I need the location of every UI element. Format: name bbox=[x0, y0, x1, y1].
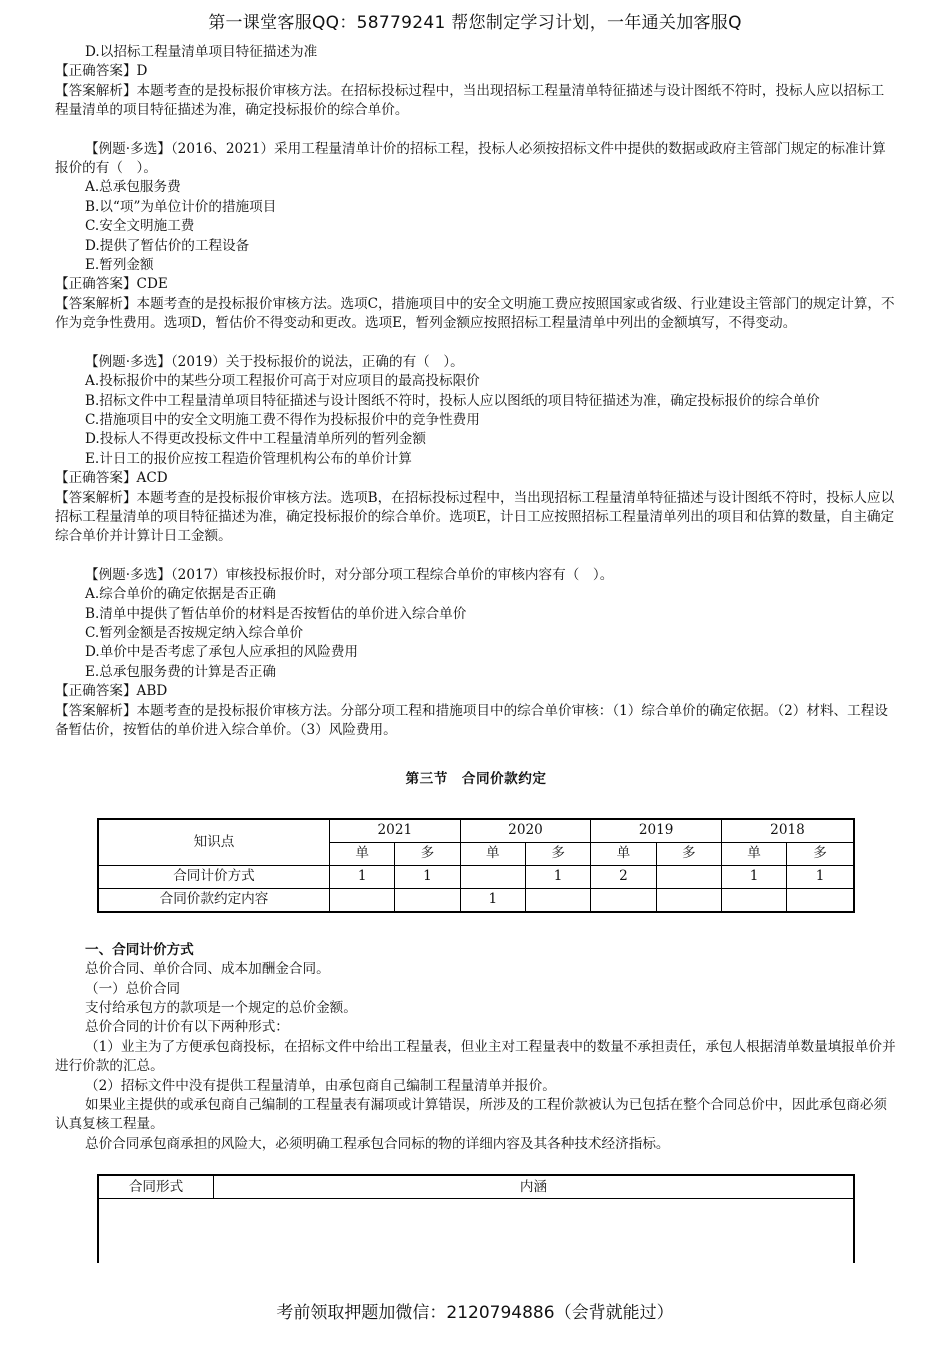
page-footer: 考前领取押题加微信：2120794886（会背就能过） bbox=[276, 1303, 674, 1323]
sub-header: 单 bbox=[330, 842, 395, 865]
sub-header: 多 bbox=[395, 842, 460, 865]
table-row bbox=[98, 865, 854, 888]
table-cell bbox=[787, 888, 854, 912]
q1-option: C.安全文明施工费 bbox=[85, 218, 195, 235]
q2-stem: 【例题·多选】（2019）关于投标报价的说法，正确的有（ ）。 bbox=[85, 353, 464, 370]
part1-line: 总价合同的计价有以下两种形式： bbox=[85, 1019, 289, 1036]
q3-option: A.综合单价的确定依据是否正确 bbox=[85, 586, 276, 603]
sub-header: 单 bbox=[591, 842, 656, 865]
sub-header: 单 bbox=[721, 842, 786, 865]
sub-header: 单 bbox=[460, 842, 525, 865]
q1-stem: 【例题·多选】（2016、2021）采用工程量清单计价的招标工程，投标人必须按招标文件中提供的数据或政府主管部门规定的标准计算报价的有（ ）。 bbox=[55, 140, 886, 177]
q3-option: E.总承包服务费的计算是否正确 bbox=[85, 663, 276, 680]
table-corner: 知识点 bbox=[98, 819, 330, 866]
table-cell: 1 bbox=[525, 865, 590, 888]
table-row bbox=[98, 888, 854, 912]
part1-line: 如果业主提供的或承包商自己编制的工程量表有漏项或计算错误，所涉及的工程价款被认为已包括在整个合同总价中，因此承包商必须认真复核工程量。 bbox=[55, 1097, 888, 1133]
part1-line: 支付给承包方的款项是一个规定的总价金额。 bbox=[85, 1000, 357, 1017]
q3-analysis: 【答案解析】本题考查的是投标报价审核方法。分部分项工程和措施项目中的综合单价审核：（1）综合单价的确定依据。（2）材料、工程设备暂估价，按暂估的单价进入综合单价。（3）风险费用。 bbox=[55, 702, 888, 738]
q2-option: D.投标人不得更改投标文件中工程量清单所列的暂列金额 bbox=[85, 431, 426, 448]
q3-answer: 【正确答案】ABD bbox=[55, 683, 168, 700]
q1-option: E.暂列金额 bbox=[85, 257, 154, 274]
q1-option: B.以“项”为单位计价的措施项目 bbox=[85, 198, 277, 215]
page-header: 第一课堂客服QQ：58779241 帮您制定学习计划，一年通关加客服Q bbox=[208, 13, 742, 33]
contract-forms-table bbox=[97, 1174, 855, 1263]
q1-option: A.总承包服务费 bbox=[85, 179, 181, 196]
col-header-form: 合同形式 bbox=[98, 1175, 214, 1199]
table-cell bbox=[330, 888, 395, 912]
q2-option: C.措施项目中的安全文明施工费不得作为投标报价中的竞争性费用 bbox=[85, 411, 480, 428]
q2-option: B.招标文件中工程量清单项目特征描述与设计图纸不符时，投标人应以图纸的项目特征描述为准，确定投标报价的综合单价 bbox=[85, 392, 820, 409]
q2-answer: 【正确答案】ACD bbox=[55, 470, 168, 487]
q2-analysis: 【答案解析】本题考查的是投标报价审核方法。选项B，在招标投标过程中，当出现招标工程量清单特征描述与设计图纸不符时，投标人应以招标工程量清单的项目特征描述为准，确定投标报价的综合单价。选项E，计日工应按照招标工程量清单列出的项目和估算的数量，自主确定综合单价并计算计日工金额。 bbox=[55, 489, 895, 545]
document-body bbox=[55, 43, 897, 1263]
part1-heading: 一、合同计价方式 bbox=[85, 941, 194, 958]
row-label: 合同计价方式 bbox=[98, 865, 330, 888]
table-cell: 1 bbox=[330, 865, 395, 888]
q1-answer: 【正确答案】CDE bbox=[55, 276, 168, 293]
table-cell: 1 bbox=[395, 865, 460, 888]
part1-line: （2）招标文件中没有提供工程量清单，由承包商自己编制工程量清单并报价。 bbox=[85, 1077, 556, 1094]
q0-analysis: 【答案解析】本题考查的是投标报价审核方法。在招标投标过程中，当出现招标工程量清单特征描述与设计图纸不符时，投标人应以招标工程量清单的项目特征描述为准，确定投标报价的综合单价。 bbox=[55, 82, 885, 119]
year-header: 2021 bbox=[330, 819, 461, 843]
table-cell: 1 bbox=[460, 888, 525, 912]
part1-line: 总价合同承包商承担的风险大，必须明确工程承包合同标的物的详细内容及其各种技术经济指标。 bbox=[85, 1135, 670, 1152]
part1-line: （一）总价合同 bbox=[85, 980, 181, 997]
table-body-empty bbox=[98, 1199, 854, 1264]
col-header-meaning: 内涵 bbox=[214, 1175, 855, 1199]
year-header: 2019 bbox=[591, 819, 722, 843]
year-header: 2020 bbox=[460, 819, 591, 843]
part1-line: 总价合同、单价合同、成本加酬金合同。 bbox=[85, 961, 330, 978]
sub-header: 多 bbox=[525, 842, 590, 865]
table-cell bbox=[525, 888, 590, 912]
q3-option: D.单价中是否考虑了承包人应承担的风险费用 bbox=[85, 644, 359, 661]
year-header: 2018 bbox=[721, 819, 854, 843]
table-cell: 1 bbox=[787, 865, 854, 888]
q3-option: C.暂列金额是否按规定纳入综合单价 bbox=[85, 624, 304, 641]
table-cell bbox=[460, 865, 525, 888]
table-cell bbox=[656, 888, 721, 912]
table-cell bbox=[591, 888, 656, 912]
q2-option: A.投标报价中的某些分项工程报价可高于对应项目的最高投标限价 bbox=[85, 373, 480, 390]
table-cell bbox=[395, 888, 460, 912]
table-cell bbox=[721, 888, 786, 912]
q0-option-d: D.以招标工程量清单项目特征描述为准 bbox=[85, 44, 318, 60]
table-cell bbox=[656, 865, 721, 888]
table-cell: 1 bbox=[721, 865, 786, 888]
section-title: 第三节 合同价款约定 bbox=[405, 771, 547, 788]
exam-stats-table bbox=[97, 818, 855, 913]
q2-option: E.计日工的报价应按工程造价管理机构公布的单价计算 bbox=[85, 450, 412, 467]
part1-line: （1）业主为了方便承包商投标，在招标文件中给出工程量表，但业主对工程量表中的数量不承担责任，承包人根据清单数量填报单价并进行价款的汇总。 bbox=[55, 1038, 896, 1075]
q1-option: D.提供了暂估价的工程设备 bbox=[85, 237, 250, 254]
row-label: 合同价款约定内容 bbox=[98, 888, 330, 912]
table-cell: 2 bbox=[591, 865, 656, 888]
sub-header: 多 bbox=[656, 842, 721, 865]
q3-stem: 【例题·多选】（2017）审核投标报价时，对分部分项工程综合单价的审核内容有（ ）。 bbox=[85, 566, 614, 583]
q0-answer: 【正确答案】D bbox=[55, 63, 148, 80]
q1-analysis: 【答案解析】本题考查的是投标报价审核方法。选项C，措施项目中的安全文明施工费应按照国家或省级、行业建设主管部门的规定计算，不作为竞争性费用。选项D，暂估价不得变动和更改。选项E，暂列金额应按照招标工程量清单中列出的金额填写，不得变动。 bbox=[55, 295, 895, 332]
sub-header: 多 bbox=[787, 842, 854, 865]
q3-option: B.清单中提供了暂估单价的材料是否按暂估的单价进入综合单价 bbox=[85, 605, 467, 622]
